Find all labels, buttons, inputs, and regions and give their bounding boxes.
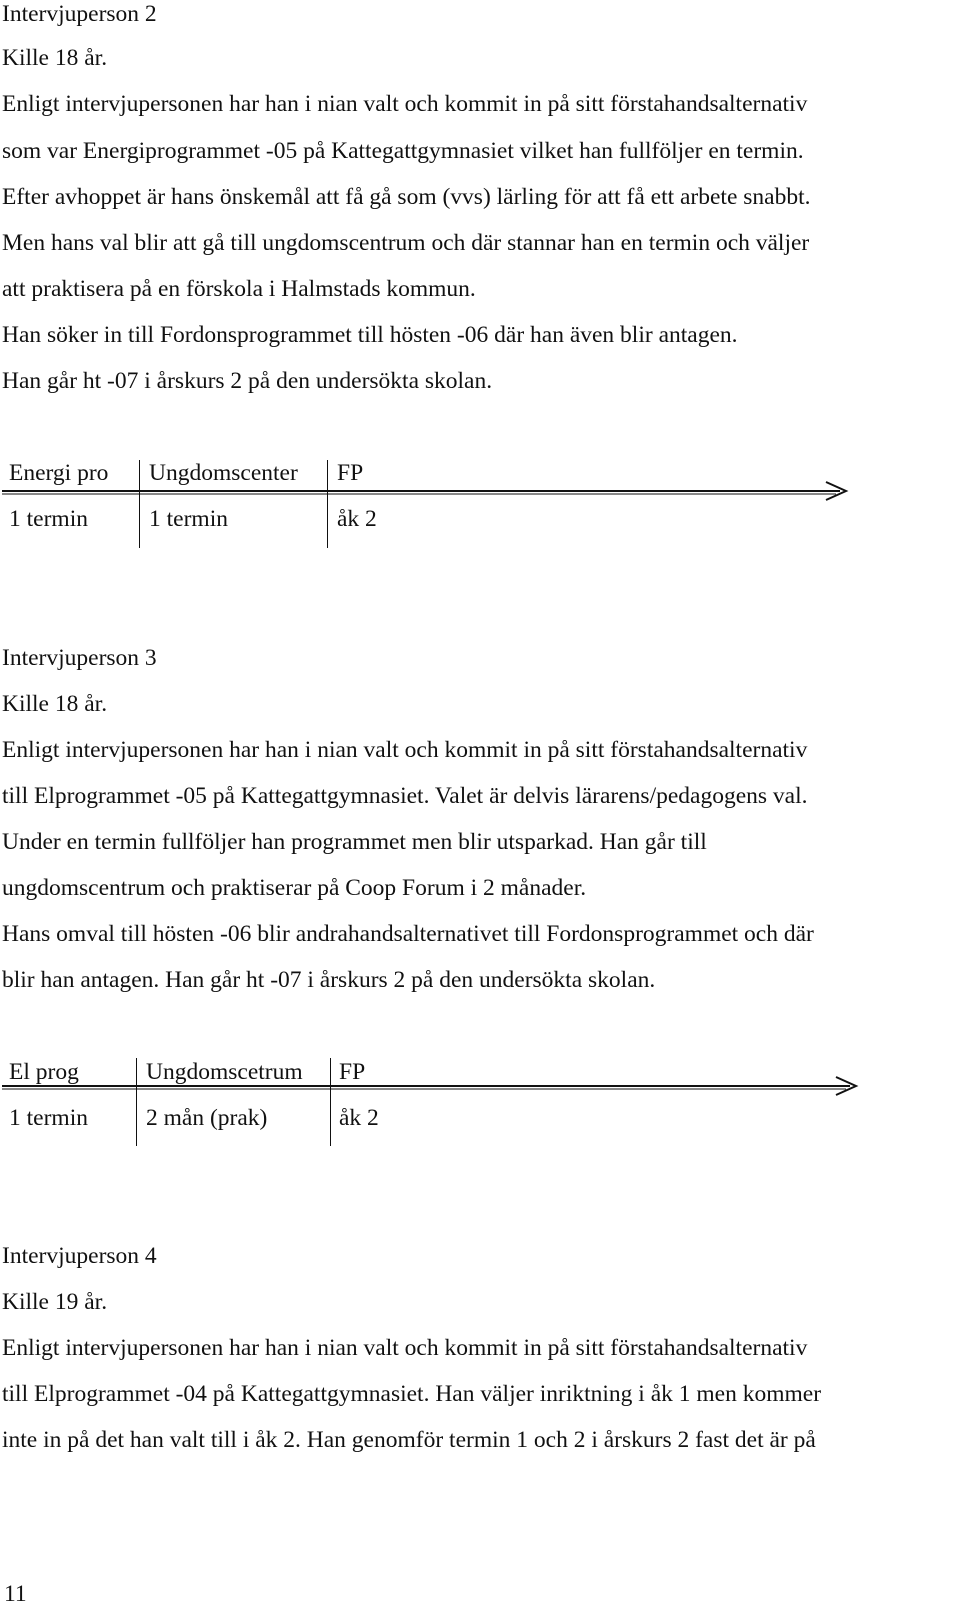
paragraph-line: till Elprogrammet -05 på Kattegattgymnasiet. Valet är delvis lärarens/pedagogens val. xyxy=(2,783,808,809)
section-title-4: Intervjuperson 4 xyxy=(2,1243,157,1269)
paragraph-line: blir han antagen. Han går ht -07 i årskurs 2 på den undersökta skolan. xyxy=(2,967,656,993)
timeline-duration: åk 2 xyxy=(339,1105,379,1131)
person-age-4: Kille 19 år. xyxy=(2,1289,108,1315)
timeline-duration: åk 2 xyxy=(337,506,377,532)
paragraph-line: att praktisera på en förskola i Halmstads kommun. xyxy=(2,276,476,302)
timeline-divider xyxy=(136,1058,137,1146)
timeline-arrow xyxy=(0,1073,870,1097)
paragraph-line: ungdomscentrum och praktiserar på Coop Forum i 2 månader. xyxy=(2,875,587,901)
paragraph-line: Hans omval till hösten -06 blir andrahandsalternativet till Fordonsprogrammet och där xyxy=(2,921,814,947)
timeline-divider xyxy=(139,460,140,548)
paragraph-line: Efter avhoppet är hans önskemål att få gå som (vvs) lärling för att få ett arbete snabbt. xyxy=(2,184,811,210)
timeline-phase: FP xyxy=(337,460,364,486)
paragraph-line: inte in på det han valt till i åk 2. Han genomför termin 1 och 2 i årskurs 2 fast det är på xyxy=(2,1427,816,1453)
paragraph-line: Enligt intervjupersonen har han i nian valt och kommit in på sitt förstahandsalternativ xyxy=(2,91,808,117)
paragraph-line: Under en termin fullföljer han programmet men blir utsparkad. Han går till xyxy=(2,829,707,855)
timeline-duration: 1 termin xyxy=(9,1105,88,1131)
paragraph-line: Men hans val blir att gå till ungdomscentrum och där stannar han en termin och väljer xyxy=(2,230,810,256)
timeline-arrow xyxy=(0,478,860,502)
person-age-2: Kille 18 år. xyxy=(2,45,108,71)
paragraph-line: Han går ht -07 i årskurs 2 på den undersökta skolan. xyxy=(2,368,493,394)
timeline-duration: 1 termin xyxy=(149,506,228,532)
page-number: 11 xyxy=(4,1581,27,1607)
paragraph-line: till Elprogrammet -04 på Kattegattgymnasiet. Han väljer inriktning i åk 1 men kommer xyxy=(2,1381,822,1407)
paragraph-line: Enligt intervjupersonen har han i nian valt och kommit in på sitt förstahandsalternativ xyxy=(2,737,808,763)
section-title-2: Intervjuperson 2 xyxy=(2,1,157,27)
paragraph-line: Enligt intervjupersonen har han i nian valt och kommit in på sitt förstahandsalternativ xyxy=(2,1335,808,1361)
timeline-divider xyxy=(327,460,328,548)
paragraph-line: som var Energiprogrammet -05 på Kattegattgymnasiet vilket han fullföljer en termin. xyxy=(2,138,804,164)
timeline-phase: Energi pro xyxy=(9,460,109,486)
person-age-3: Kille 18 år. xyxy=(2,691,108,717)
paragraph-line: Han söker in till Fordonsprogrammet till hösten -06 där han även blir antagen. xyxy=(2,322,738,348)
timeline-duration: 1 termin xyxy=(9,506,88,532)
timeline-phase: FP xyxy=(339,1059,366,1085)
timeline-phase: Ungdomscetrum xyxy=(146,1059,303,1085)
section-title-3: Intervjuperson 3 xyxy=(2,645,157,671)
timeline-duration: 2 mån (prak) xyxy=(146,1105,268,1131)
timeline-divider xyxy=(330,1058,331,1146)
timeline-phase: El prog xyxy=(9,1059,79,1085)
timeline-phase: Ungdomscenter xyxy=(149,460,298,486)
